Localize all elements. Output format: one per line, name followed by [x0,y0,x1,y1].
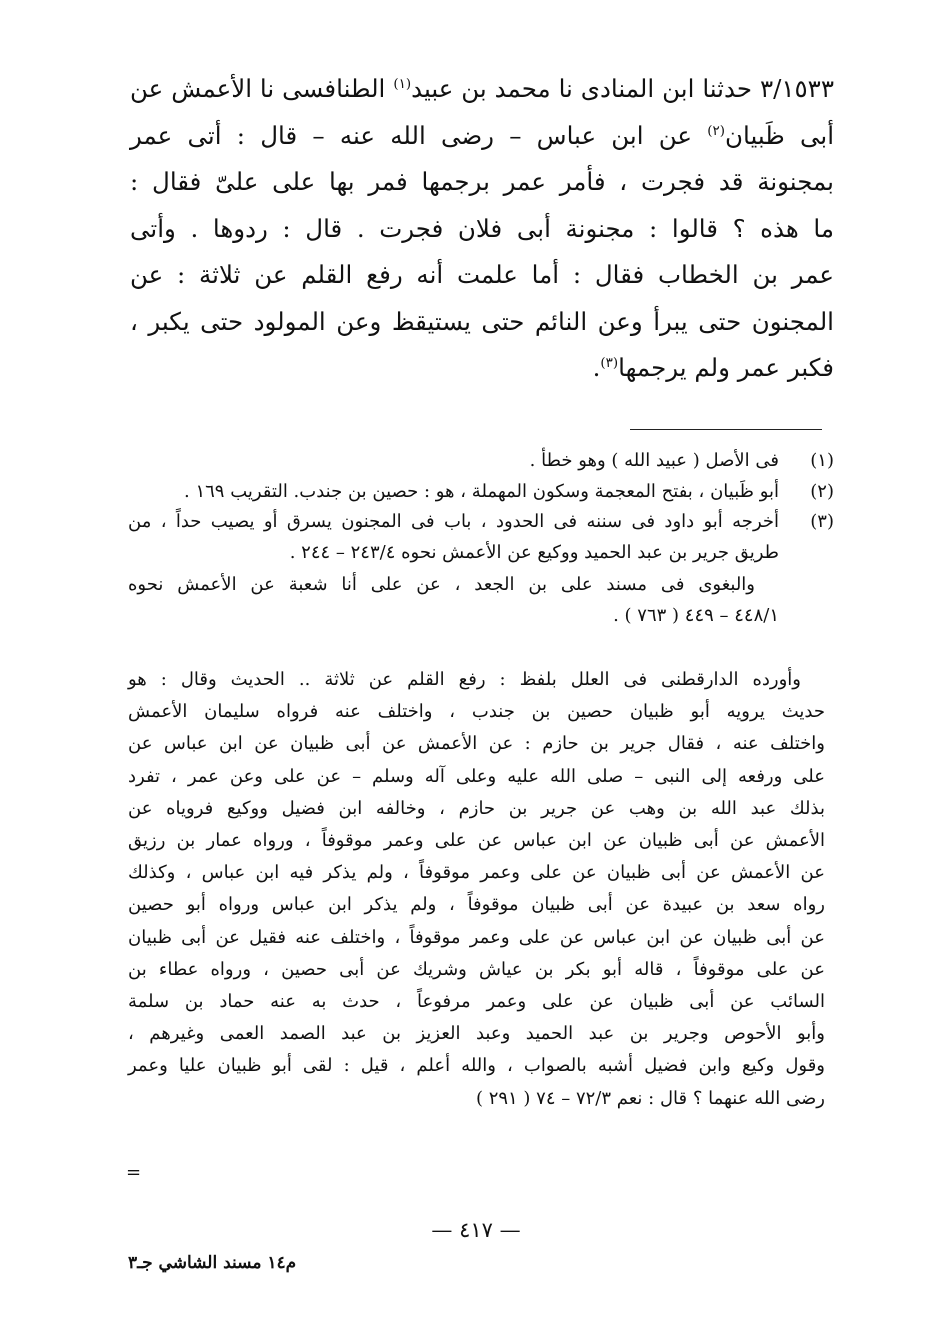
footnote-line: حديث يرويه أبو ظبيان حصين بن جندب ، واختلف عنه فرواه سليمان الأعمش [128,701,825,723]
footnote-line: وأبو الأحوص وجرير بن عبد الحميد وعبد العزيز بن عبد الصمد العمى وغيرهم ، [128,1023,825,1045]
hadith-line: عمر بن الخطاب فقال : أما علمت أنه رفع القلم عن ثلاثة : عن [130,260,834,289]
footnote-number: (٢) [810,480,834,502]
footnote-line: الأعمش عن أبى ظبيان عن ابن عباس عن على وعمر موقوفاً ، ورواه عمار بن رزيق [128,830,825,852]
footnote-line: رواه سعد بن عبيدة عن أبى ظبيان موقوفاً ، ولم يذكر ابن عباس ورواه أبو حصين [128,894,825,916]
footnote-text: والبغوى فى مسند على بن الجعد ، عن على أنا شعبة عن الأعمش نحوه [128,574,755,595]
hadith-text [130,66,834,392]
printer-signature: م١٤ مسند الشاشي جـ٣ [128,1253,297,1273]
footnote-separator [630,429,822,430]
footnote-line: على ورفعه إلى النبى – صلى الله عليه وعلى آله وسلم – عن على وعن عمر ، تفرد [128,765,825,787]
footnote-line: واختلف عنه ، فقال جرير بن حازم : عن الأعمش عن أبى ظبيان عن ابن عباس عن [128,733,825,755]
footnote-ref-3: (٣) [600,354,619,371]
footnote-line: السائب عن أبى ظبيان عن على وعمر مرفوعاً ، حدث به عنه حماد بن سلمة [128,991,825,1013]
page-number: — ٤١٧ — [431,1218,521,1242]
footnote-3 [128,507,834,568]
footnote-line: وقول وكيع وابن فضيل أشبه بالصواب ، والله أعلم ، قيل : لقى أبو ظبيان عليا وعمر [128,1055,825,1077]
footnote-text: فى الأصل ( عبيد الله ) وهو خطأ . [529,450,779,471]
footnote-text: طريق جرير بن عبد الحميد ووكيع عن الأعمش نحوه ٢٤٣/٤ – ٢٤٤ . [289,541,779,563]
daraqutni-paragraph [128,664,825,1115]
footnote-number: (٣) [810,511,834,532]
footnote-text: ٤٤٨/١ – ٤٤٩ ( ٧٦٣ ) . [613,604,779,626]
hadith-line: المجنون حتى يبرأ وعن النائم حتى يستيقظ وعن المولود حتى يكبر ، [130,306,834,336]
footnote-line: وأورده الدارقطنى فى العلل بلفظ : رفع القلم عن ثلاثة .. الحديث وقال : هو [128,669,801,690]
hadith-line: ٣/١٥٣٣ حدثنا ابن المنادى نا محمد بن عبيد$^{(١)}$ الطنافسى نا الأعمش عن [130,74,834,103]
footnote-line: بذلك عبد الله بن وهب عن جرير بن حازم ، وخالفه ابن فضيل ووكيع فروياه عن [128,797,825,819]
footnote-text: أخرجه أبو داود فى سننه فى الحدود ، باب فى المجنون يسرق أو يصيب حداً ، من [128,511,779,532]
footnote-line: عن على موقوفاً ، قاله أبو بكر بن عياش وشريك عن أبى حصين ، ورواه عطاء بن [128,958,825,980]
hadith-line: ما هذه ؟ قالوا : مجنونة أبى فلان فجرت . قال : ردوها . وأتى [130,213,834,243]
footnote-3-baghawi [128,570,834,631]
footnotes [128,446,834,631]
footnote-ref-1: (١) [393,75,412,92]
footnote-line: عن أبى ظبيان عن ابن عباس عن على وعمر موقوفاً ، واختلف عنه فقيل عن أبى ظبيان [128,926,825,948]
hadith-line: فكبر عمر ولم يرجمها$^{(٣)}$. [592,353,834,382]
footnote-ref-2: (٢) [707,122,725,139]
hadith-line: بمجنونة قد فجرت ، فأمر عمر برجمها فمر بها على علىّ فقال : [130,167,834,196]
footnote-number: (١) [810,450,834,471]
footnote-line: رضى الله عنهما ؟ قال : نعم ٧٢/٣ – ٧٤ ( ٢٩١ ) [475,1087,825,1109]
footnote-2 [128,477,834,508]
hadith-line: أبى ظَبيان$^{(٢)}$ عن ابن عباس – رضى الله عنه – قال : أتى عمر [130,120,834,150]
footnote-1 [128,446,834,477]
footnote-text: أبو ظَبيان ، بفتح المعجمة وسكون المهملة ، هو : حصين بن جندب. التقريب ١٦٩ . [184,480,779,502]
continuation-mark: = [126,1162,142,1183]
footnote-line: عن الأعمش عن أبى ظبيان عن على وعمر موقوفاً ، ولم يذكر فيه ابن عباس ، وكذلك [128,862,825,884]
